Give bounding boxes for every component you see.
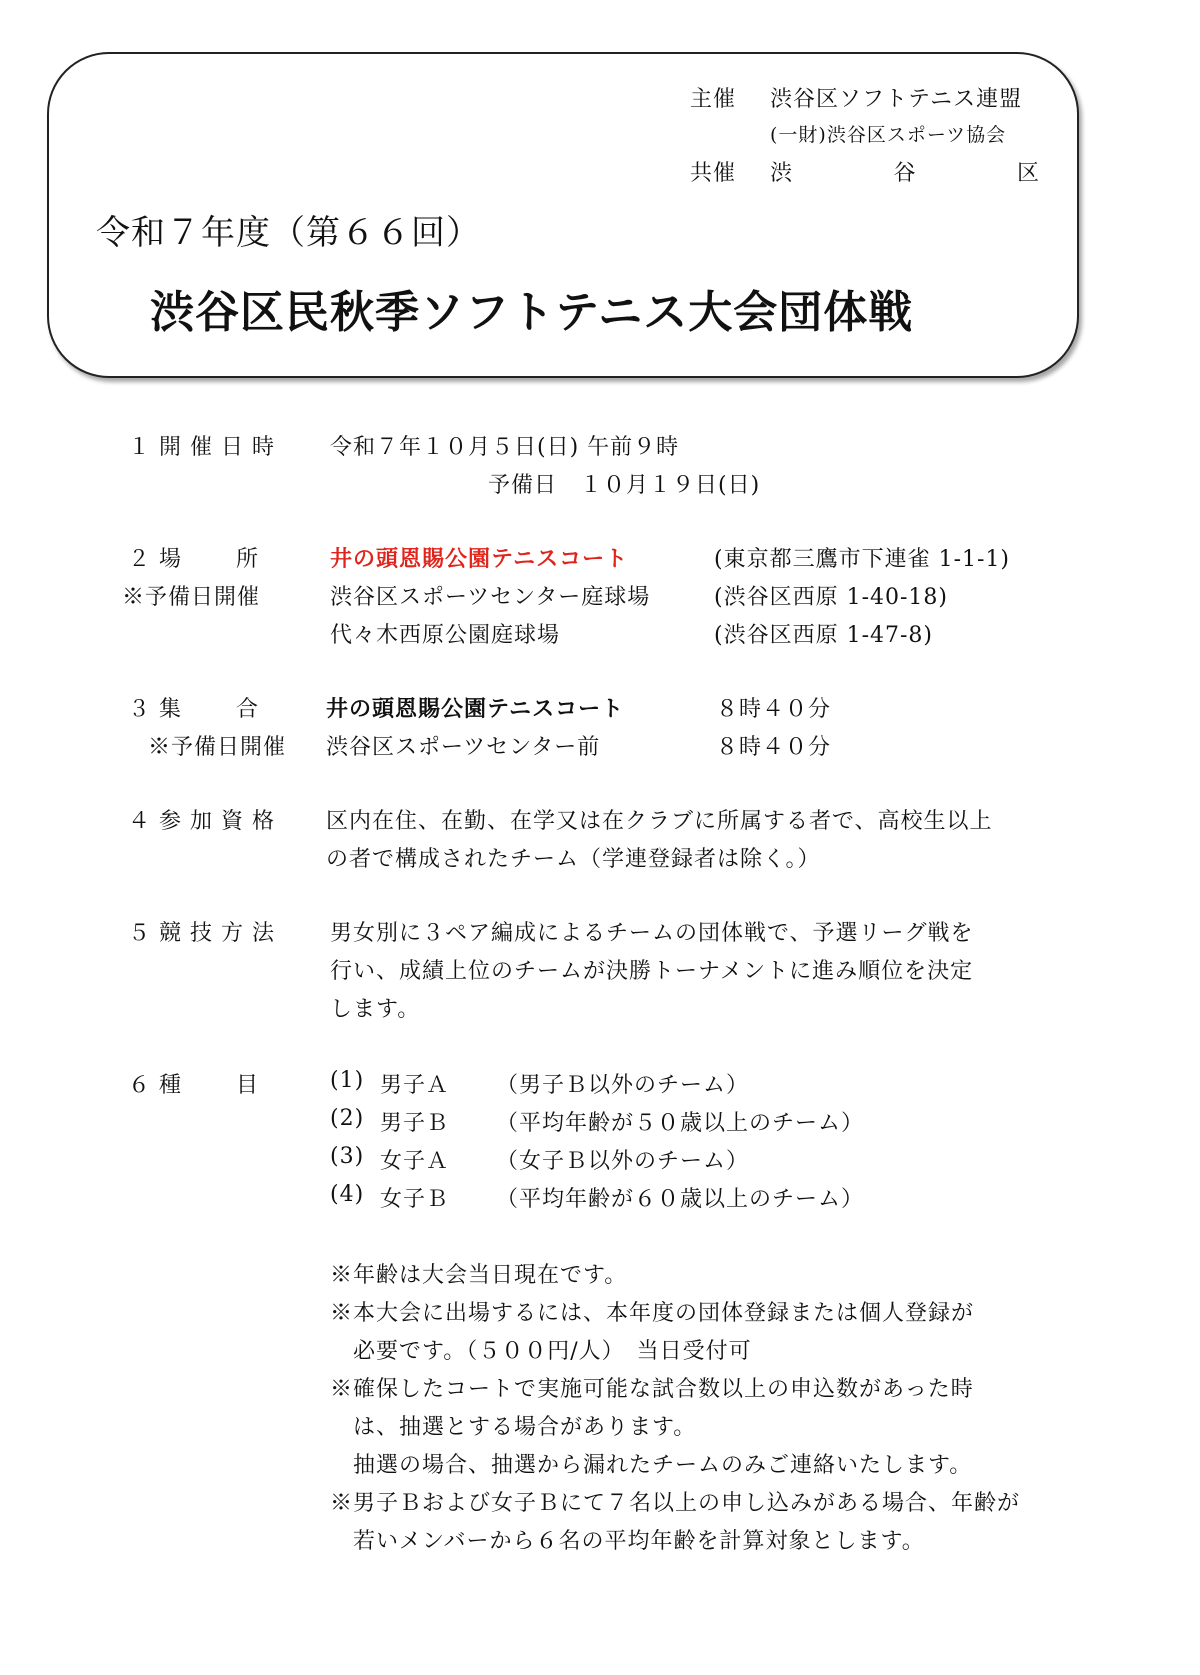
event-number: (3): [330, 1144, 365, 1169]
eligibility-label: ４ 参 加 資 格: [128, 809, 275, 834]
event-subtitle: 令和７年度（第６６回）: [96, 213, 481, 253]
meeting-main-time: ８時４０分: [716, 697, 832, 722]
note-line: は、抽選とする場合があります。: [330, 1415, 697, 1440]
note-line: ※確保したコートで実施可能な試合数以上の申込数があった時: [330, 1377, 974, 1402]
meeting-main-place: 井の頭恩賜公園テニスコート: [326, 697, 625, 722]
meeting-label: ３ 集 合: [128, 697, 259, 722]
event-description: （女子Ｂ以外のチーム）: [496, 1149, 750, 1174]
organizer-2: (一財)渋谷区スポーツ協会: [770, 124, 1007, 146]
cohost-name: 渋谷区: [770, 161, 1040, 186]
venue-reserve-2-address: (渋谷区西原 1-47-8): [714, 623, 934, 648]
event-name: 男子Ｂ: [380, 1111, 450, 1136]
venue-reserve-1-name: 渋谷区スポーツセンター庭球場: [330, 585, 651, 610]
eligibility-line-2: の者で構成されたチーム（学連登録者は除く。）: [326, 847, 821, 872]
venue-label: ２ 場 所: [128, 547, 259, 572]
date-label: １ 開 催 日 時: [128, 435, 275, 460]
cohost-role: 共催: [690, 161, 737, 186]
note-line: 抽選の場合、抽選から漏れたチームのみご連絡いたします。: [330, 1453, 973, 1478]
venue-reserve-2-name: 代々木西原公園庭球場: [330, 623, 561, 648]
method-line-1: 男女別に３ペア編成によるチームの団体戦で、予選リーグ戦を: [330, 921, 974, 946]
method-line-2: 行い、成績上位のチームが決勝トーナメントに進み順位を決定: [330, 959, 974, 984]
event-name: 女子Ｂ: [380, 1187, 450, 1212]
reserve-date: 予備日 １０月１９日(日): [488, 473, 761, 498]
events-label: ６ 種 目: [128, 1073, 259, 1098]
venue-reserve-label: ※予備日開催: [122, 585, 261, 610]
meeting-reserve-time: ８時４０分: [716, 735, 832, 760]
note-line: ※本大会に出場するには、本年度の団体登録または個人登録が: [330, 1301, 975, 1326]
date-value: 令和７年１０月５日(日) 午前９時: [330, 435, 680, 460]
note-line: 若いメンバーから６名の平均年齢を計算対象とします。: [330, 1529, 925, 1554]
event-description: （男子Ｂ以外のチーム）: [496, 1073, 750, 1098]
event-number: (4): [330, 1182, 365, 1207]
note-line: 必要です。（５００円/人） 当日受付可: [330, 1339, 752, 1364]
event-number: (1): [330, 1068, 365, 1093]
meeting-reserve-label: ※予備日開催: [148, 735, 287, 760]
venue-main-address: (東京都三鷹市下連雀 1-1-1): [714, 547, 1011, 572]
venue-reserve-1-address: (渋谷区西原 1-40-18): [714, 585, 949, 610]
event-name: 男子Ａ: [380, 1073, 450, 1098]
method-line-3: します。: [330, 997, 421, 1022]
event-title: 渋谷区民秋季ソフトテニス大会団体戦: [150, 287, 914, 338]
organizer-role: 主催: [690, 87, 737, 112]
method-label: ５ 競 技 方 法: [128, 921, 275, 946]
eligibility-line-1: 区内在住、在勤、在学又は在クラブに所属する者で、高校生以上: [326, 809, 993, 834]
event-description: （平均年齢が６０歳以上のチーム）: [496, 1187, 865, 1212]
organizer-1: 渋谷区ソフトテニス連盟: [770, 87, 1023, 112]
event-description: （平均年齢が５０歳以上のチーム）: [496, 1111, 865, 1136]
venue-main-name: 井の頭恩賜公園テニスコート: [330, 547, 629, 572]
meeting-reserve-place: 渋谷区スポーツセンター前: [326, 735, 601, 760]
note-line: ※男子Ｂおよび女子Ｂにて７名以上の申し込みがある場合、年齢が: [330, 1491, 1021, 1516]
event-number: (2): [330, 1106, 365, 1131]
note-line: ※年齢は大会当日現在です。: [330, 1263, 628, 1288]
event-name: 女子Ａ: [380, 1149, 450, 1174]
